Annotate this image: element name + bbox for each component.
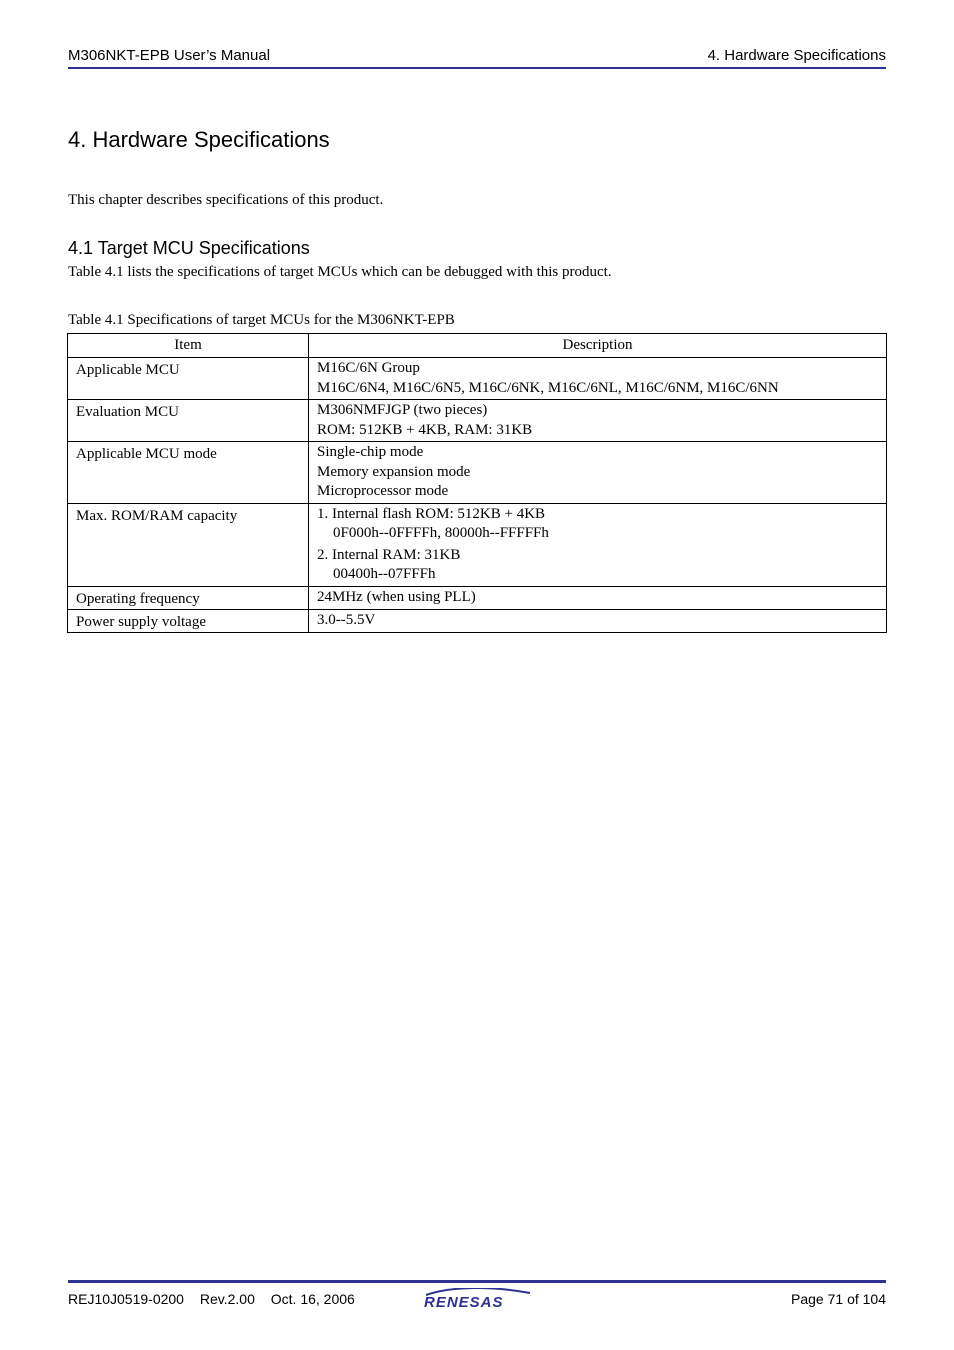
description-line: 3.0--5.5V: [317, 611, 376, 628]
row-item: Applicable MCU: [68, 358, 309, 400]
row-description: [309, 442, 887, 504]
manual-title: M306NKT-EPB User’s Manual: [68, 47, 271, 64]
row-item: Applicable MCU mode: [68, 442, 309, 504]
header-rule: [68, 67, 886, 69]
description-line: ROM: 512KB + 4KB, RAM: 31KB: [317, 421, 533, 438]
row-item: Evaluation MCU: [68, 400, 309, 442]
description-line: 1. Internal flash ROM: 512KB + 4KB: [317, 505, 546, 522]
renesas-logo: [422, 1288, 534, 1310]
publication-date: Oct. 16, 2006: [270, 1291, 355, 1307]
row-description: [309, 503, 887, 586]
description-line: 0F000h--0FFFFh, 80000h--FFFFFh: [333, 525, 549, 541]
table-row: [68, 586, 887, 609]
row-description: [309, 609, 887, 632]
row-item: Power supply voltage: [68, 609, 309, 632]
footer-rule: [68, 1280, 886, 1283]
description-line: M16C/6N Group: [317, 360, 420, 376]
table-row: [68, 442, 887, 504]
row-item: Max. ROM/RAM capacity: [68, 503, 309, 586]
spec-table: [67, 333, 887, 633]
footer-doc-info: [68, 1291, 367, 1307]
revision: Rev.2.00: [199, 1291, 255, 1307]
section-text: Table 4.1 lists the specifications of target MCUs which can be debugged with this product.: [68, 264, 612, 280]
row-description: [309, 586, 887, 609]
row-description: [309, 358, 887, 400]
description-line: 2. Internal RAM: 31KB: [317, 546, 461, 563]
running-chapter-title: 4. Hardware Specifications: [707, 47, 886, 64]
table-header-row: [68, 334, 887, 358]
table-caption: Table 4.1 Specifications of target MCUs for the M306NKT-EPB: [68, 312, 455, 328]
description-line: M16C/6N4, M16C/6N5, M16C/6NK, M16C/6NL, M16C/6NM, M16C/6NN: [317, 379, 779, 396]
table-row: [68, 358, 887, 400]
row-item: Operating frequency: [68, 586, 309, 609]
row-description: [309, 400, 887, 442]
header-description: Description: [309, 334, 887, 358]
description-line: Single-chip mode: [317, 444, 424, 460]
table-row: [68, 503, 887, 586]
document-number: REJ10J0519-0200: [68, 1291, 184, 1307]
description-line: 00400h--07FFFh: [333, 566, 436, 582]
chapter-title: 4. Hardware Specifications: [68, 127, 330, 152]
page-number: Page 71 of 104: [791, 1291, 886, 1307]
description-line: M306NMFJGP (two pieces): [317, 402, 488, 418]
description-line: Microprocessor mode: [317, 483, 449, 499]
section-title: 4.1 Target MCU Specifications: [68, 238, 310, 258]
chapter-intro: This chapter describes specifications of this product.: [68, 192, 384, 208]
description-line: 24MHz (when using PLL): [317, 588, 476, 605]
table-row: [68, 609, 887, 632]
table-row: [68, 400, 887, 442]
header-item: Item: [68, 334, 309, 358]
logo-wordmark: RENESAS: [424, 1294, 504, 1310]
description-line: Memory expansion mode: [317, 463, 471, 480]
page-header: [68, 47, 886, 67]
